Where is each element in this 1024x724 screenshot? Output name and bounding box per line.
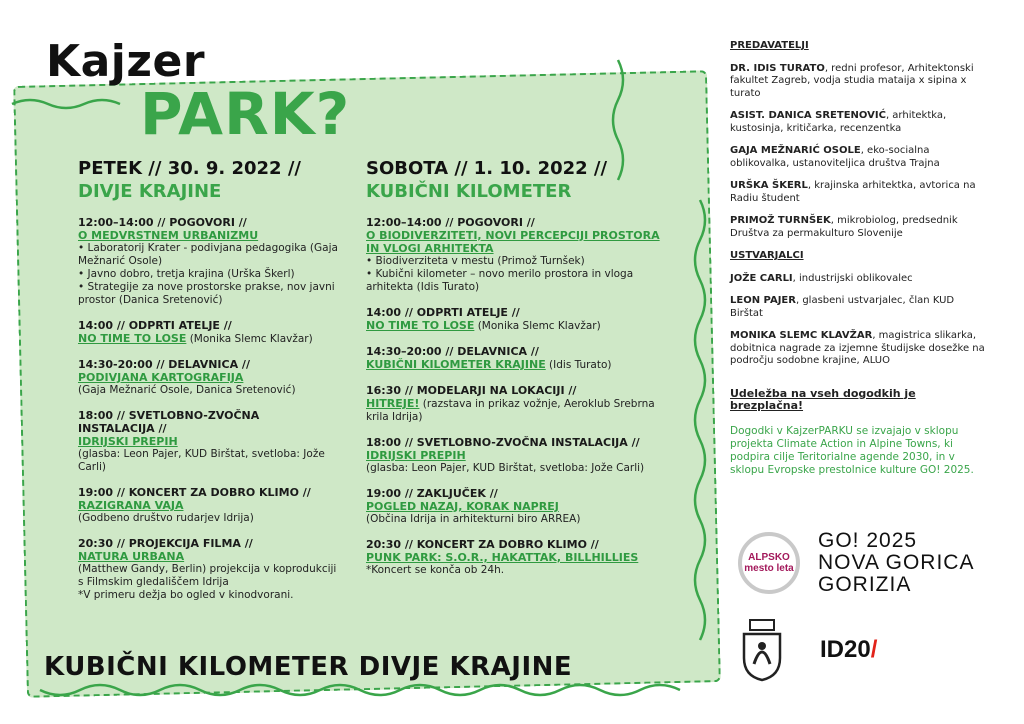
project-note: Dogodki v KajzerPARKU se izvajajo v sklopu projekta Climate Action in Alpine Towns, ki podpira cilje Teritorialne agende 2030, in v sklopu Evropske prestolnice kulture GO! 2025. bbox=[730, 424, 974, 476]
person-desc: , redni profesor, Arhitektonski fakultet Zagreb, vodja studia mataija x sipina x turato bbox=[730, 62, 974, 99]
person-desc: , magistrica slikarka, dobitnica nagrade za izjemne študijske dosežke na področju sodobne krajine, ALUO bbox=[730, 330, 985, 366]
go2025-logo bbox=[818, 530, 974, 596]
event-title-link[interactable]: IDRIJSKI PREPIH bbox=[366, 449, 466, 462]
sidebar bbox=[730, 40, 990, 477]
event-title-link[interactable]: NO TIME TO LOSE bbox=[78, 332, 187, 345]
event-time: 14:00 // ODPRTI ATELJE // bbox=[78, 319, 232, 332]
day-saturday-column bbox=[366, 158, 666, 589]
title-park: PARK? bbox=[140, 80, 351, 148]
event-time: 18:00 // SVETLOBNO-ZVOČNA INSTALACIJA // bbox=[78, 409, 260, 435]
person-entry bbox=[730, 110, 990, 135]
event-item bbox=[78, 319, 338, 346]
title-kajzer: Kajzer bbox=[46, 36, 206, 87]
event-description: (Občina Idrija in arhitekturni biro ARREA) bbox=[366, 513, 581, 525]
event-description: *Koncert se konča ob 24h. bbox=[366, 564, 505, 576]
idrija-crest-icon bbox=[740, 618, 784, 682]
person-desc: , industrijski oblikovalec bbox=[792, 272, 913, 284]
person-entry bbox=[730, 215, 990, 240]
event-title-link[interactable]: NATURA URBANA bbox=[78, 550, 185, 563]
person-desc: , krajinska arhitektka, avtorica na Radiu študent bbox=[730, 180, 976, 204]
alpine-town-logo bbox=[738, 532, 800, 594]
person-entry bbox=[730, 63, 990, 101]
event-description: • Laboratorij Krater - podivjana pedagogika (Gaja Mežnarić Osole) • Javno dobro, tretja krajina (Urška Škerl) • Strategije za nove prostorske prakse, nov javni prostor (Danica Sretenović) bbox=[78, 242, 338, 306]
person-entry bbox=[730, 295, 990, 320]
event-title-link[interactable]: PUNK PARK: S.O.R., HAKATTAK, BILLHILLIES bbox=[366, 551, 639, 564]
person-name: MONIKA SLEMC KLAVŽAR bbox=[730, 330, 873, 341]
event-item bbox=[78, 216, 338, 307]
id20-logo-text: ID20 bbox=[820, 636, 871, 663]
person-name: URŠKA ŠKERL bbox=[730, 180, 808, 191]
event-title-link[interactable]: IDRIJSKI PREPIH bbox=[78, 435, 178, 448]
day-heading: PETEK // 30. 9. 2022 // bbox=[78, 158, 301, 179]
day-heading: SOBOTA // 1. 10. 2022 // bbox=[366, 158, 608, 179]
event-time: 12:00–14:00 // POGOVORI // bbox=[78, 216, 247, 229]
event-description: (glasba: Leon Pajer, KUD Birštat, svetloba: Jože Carli) bbox=[366, 462, 645, 474]
free-admission-note: Udeležba na vseh dogodkih je brezplačna! bbox=[730, 386, 916, 412]
event-time: 16:30 // MODELARJI NA LOKACIJI // bbox=[366, 384, 577, 397]
event-description: (Monika Slemc Klavžar) bbox=[474, 320, 601, 332]
event-item bbox=[366, 345, 666, 372]
event-description: (razstava in prikaz vožnje, Aeroklub Srebrna krila Idrija) bbox=[366, 398, 655, 423]
person-name: JOŽE CARLI bbox=[730, 272, 793, 284]
person-entry bbox=[730, 273, 990, 286]
go2025-line: GORIZIA bbox=[818, 573, 912, 596]
event-item bbox=[366, 384, 666, 424]
event-item bbox=[366, 306, 666, 333]
event-time: 18:00 // SVETLOBNO-ZVOČNA INSTALACIJA // bbox=[366, 436, 640, 449]
lecturers-heading: PREDAVATELJI bbox=[730, 40, 809, 51]
event-description: (Godbeno društvo rudarjev Idrija) bbox=[78, 512, 254, 524]
person-entry bbox=[730, 330, 990, 368]
event-time: 20:30 // PROJEKCIJA FILMA // bbox=[78, 537, 253, 550]
event-title-link[interactable]: O MEDVRSTNEM URBANIZMU bbox=[78, 229, 259, 242]
event-title-link[interactable]: RAZIGRANA VAJA bbox=[78, 499, 184, 512]
go2025-line: GO! 2025 bbox=[818, 529, 918, 552]
alpine-town-logo-text: ALPSKO mesto leta bbox=[744, 552, 794, 574]
person-entry bbox=[730, 180, 990, 205]
event-time: 19:00 // ZAKLJUČEK // bbox=[366, 487, 498, 500]
event-time: 20:30 // KONCERT ZA DOBRO KLIMO // bbox=[366, 538, 599, 551]
person-name: DR. IDIS TURATO bbox=[730, 62, 825, 74]
event-title-link[interactable]: KUBIČNI KILOMETER KRAJINE bbox=[366, 358, 546, 371]
event-item bbox=[78, 486, 338, 525]
event-time: 19:00 // KONCERT ZA DOBRO KLIMO // bbox=[78, 486, 311, 499]
person-desc: , eko-socialna oblikovalka, ustanoviteljica društva Trajna bbox=[730, 145, 940, 169]
day-subtitle: KUBIČNI KILOMETER bbox=[366, 181, 572, 202]
person-name: LEON PAJER bbox=[730, 295, 796, 306]
person-desc: , arhitektka, kustosinja, kritičarka, recenzentka bbox=[730, 110, 947, 134]
event-description: (Gaja Mežnarić Osole, Danica Sretenović) bbox=[78, 384, 296, 396]
day-subtitle: DIVJE KRAJINE bbox=[78, 181, 222, 202]
event-description: (Matthew Gandy, Berlin) projekcija v koprodukciji s Filmskim gledališčem Idrija *V primeru dežja bo ogled v kinodvorani. bbox=[78, 563, 337, 601]
event-item bbox=[366, 538, 666, 577]
go2025-line: NOVA GORICA bbox=[818, 551, 975, 574]
person-name: GAJA MEŽNARIĆ OSOLE bbox=[730, 145, 861, 156]
event-description: (glasba: Leon Pajer, KUD Birštat, svetloba: Jože Carli) bbox=[78, 448, 325, 473]
creators-heading: USTVARJALCI bbox=[730, 250, 804, 261]
event-item bbox=[78, 409, 338, 474]
id20-logo-slash: / bbox=[870, 636, 878, 663]
event-description: (Idis Turato) bbox=[545, 359, 612, 371]
event-item bbox=[78, 537, 338, 602]
event-title-link[interactable]: POGLED NAZAJ, KORAK NAPREJ bbox=[366, 500, 559, 513]
event-item bbox=[366, 216, 666, 294]
event-time: 14:00 // ODPRTI ATELJE // bbox=[366, 306, 520, 319]
event-description: • Biodiverziteta v mestu (Primož Turnšek) • Kubični kilometer – novo merilo prostora in vloga arhitekta (Idis Turato) bbox=[366, 255, 634, 293]
day-friday-column bbox=[78, 158, 338, 614]
person-entry bbox=[730, 145, 990, 170]
event-title-link[interactable]: NO TIME TO LOSE bbox=[366, 319, 475, 332]
event-time: 12:00–14:00 // POGOVORI // bbox=[366, 216, 535, 229]
event-item bbox=[366, 436, 666, 475]
event-item bbox=[366, 487, 666, 526]
person-name: PRIMOŽ TURNŠEK bbox=[730, 215, 831, 226]
bottom-title: KUBIČNI KILOMETER DIVJE KRAJINE bbox=[44, 652, 573, 682]
event-title-link[interactable]: PODIVJANA KARTOGRAFIJA bbox=[78, 371, 244, 384]
event-time: 14:30-20:00 // DELAVNICA // bbox=[78, 358, 250, 371]
event-time: 14:30–20:00 // DELAVNICA // bbox=[366, 345, 539, 358]
event-item bbox=[78, 358, 338, 397]
id20-logo bbox=[820, 636, 877, 664]
person-desc: , mikrobiolog, predsednik Društva za permakulturo Slovenije bbox=[730, 215, 958, 239]
person-desc: , glasbeni ustvarjalec, član KUD Birštat bbox=[730, 295, 955, 319]
event-title-link[interactable]: HITREJE! bbox=[366, 397, 420, 410]
event-description: (Monika Slemc Klavžar) bbox=[186, 333, 313, 345]
person-name: ASIST. DANICA SRETENOVIĆ bbox=[730, 110, 886, 121]
event-title-link[interactable]: O BIODIVERZITETI, NOVI PERCEPCIJI PROSTORA IN VLOGI ARHITEKTA bbox=[366, 229, 660, 255]
